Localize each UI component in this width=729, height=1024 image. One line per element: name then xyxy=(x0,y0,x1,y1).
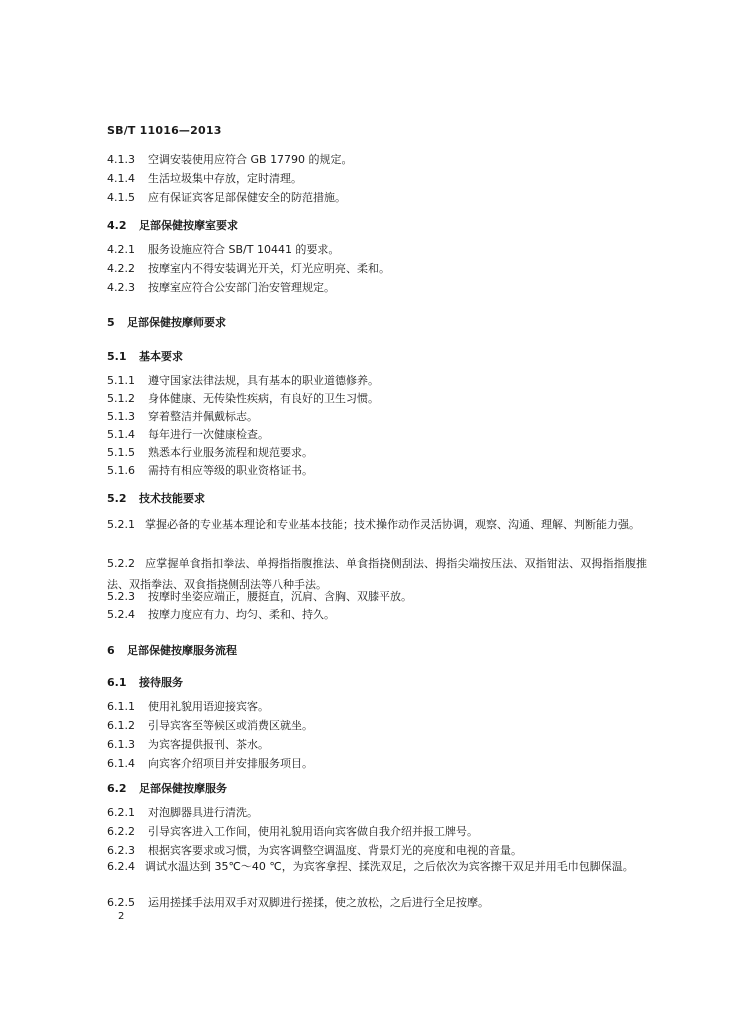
section-5-heading: 5 足部保健按摩师要求 xyxy=(107,316,226,329)
clause-4-2-1: 4.2.1 服务设施应符合 SB/T 10441 的要求。 xyxy=(107,243,340,256)
clause-5-1-3: 5.1.3 穿着整洁并佩戴标志。 xyxy=(107,410,258,423)
clause-4-1-3: 4.1.3 空调安装使用应符合 GB 17790 的规定。 xyxy=(107,153,353,166)
clause-6-2-4: 6.2.4 调试水温达到 35℃～40 ℃，为宾客拿捏、揉洗双足，之后依次为宾客擦干双足并用毛巾包脚保温。 xyxy=(107,860,634,873)
clause-6-1-3: 6.1.3 为宾客提供报刊、茶水。 xyxy=(107,738,269,751)
section-6-heading: 6 足部保健按摩服务流程 xyxy=(107,644,237,657)
clause-5-1-4: 5.1.4 每年进行一次健康检查。 xyxy=(107,428,269,441)
clause-4-2-3: 4.2.3 按摩室应符合公安部门治安管理规定。 xyxy=(107,281,335,294)
clause-6-1-2: 6.1.2 引导宾客至等候区或消费区就坐。 xyxy=(107,719,313,732)
section-5-1-heading: 5.1 基本要求 xyxy=(107,350,183,363)
clause-4-1-5: 4.1.5 应有保证宾客足部保健安全的防范措施。 xyxy=(107,191,346,204)
section-4-2-heading: 4.2 足部保健按摩室要求 xyxy=(107,219,238,232)
clause-5-1-6: 5.1.6 需持有相应等级的职业资格证书。 xyxy=(107,464,313,477)
clause-5-1-5: 5.1.5 熟悉本行业服务流程和规范要求。 xyxy=(107,446,313,459)
clause-5-2-3: 5.2.3 按摩时坐姿应端正，腰挺直，沉肩、含胸、双膝平放。 xyxy=(107,590,412,603)
clause-6-2-1: 6.2.1 对泡脚器具进行清洗。 xyxy=(107,806,258,819)
clause-6-2-2: 6.2.2 引导宾客进入工作间，使用礼貌用语向宾客做自我介绍并报工牌号。 xyxy=(107,825,478,838)
clause-6-1-4: 6.1.4 向宾客介绍项目并安排服务项目。 xyxy=(107,757,313,770)
clause-5-1-2: 5.1.2 身体健康、无传染性疾病，有良好的卫生习惯。 xyxy=(107,392,379,405)
clause-5-2-1: 5.2.1 掌握必备的专业基本理论和专业基本技能；技术操作动作灵活协调，观察、沟通、理解、判断能力强。 xyxy=(107,518,640,531)
clause-6-2-5: 6.2.5 运用搓揉手法用双手对双脚进行搓揉，使之放松，之后进行全足按摩。 xyxy=(107,896,489,909)
standard-code-header: SB/T 11016—2013 xyxy=(107,124,222,137)
clause-5-1-1: 5.1.1 遵守国家法律法规，具有基本的职业道德修养。 xyxy=(107,374,379,387)
clause-5-2-4: 5.2.4 按摩力度应有力、均匀、柔和、持久。 xyxy=(107,608,335,621)
section-6-2-heading: 6.2 足部保健按摩服务 xyxy=(107,782,227,795)
clause-4-2-2: 4.2.2 按摩室内不得安装调光开关，灯光应明亮、柔和。 xyxy=(107,262,390,275)
clause-6-1-1: 6.1.1 使用礼貌用语迎接宾客。 xyxy=(107,700,269,713)
page-number: 2 xyxy=(118,911,125,922)
clause-5-2-2: 5.2.2 应掌握单食指扣拳法、单拇指指腹推法、单食指挠侧刮法、拇指尖端按压法、双指钳法、双拇指指腹推法、双指拳法、双食指挠侧刮法等八种手法。 xyxy=(107,557,647,591)
section-6-1-heading: 6.1 接待服务 xyxy=(107,676,183,689)
section-5-2-heading: 5.2 技术技能要求 xyxy=(107,492,205,505)
clause-6-2-3: 6.2.3 根据宾客要求或习惯，为宾客调整空调温度、背景灯光的亮度和电视的音量。 xyxy=(107,844,522,857)
clause-4-1-4: 4.1.4 生活垃圾集中存放，定时清理。 xyxy=(107,172,302,185)
